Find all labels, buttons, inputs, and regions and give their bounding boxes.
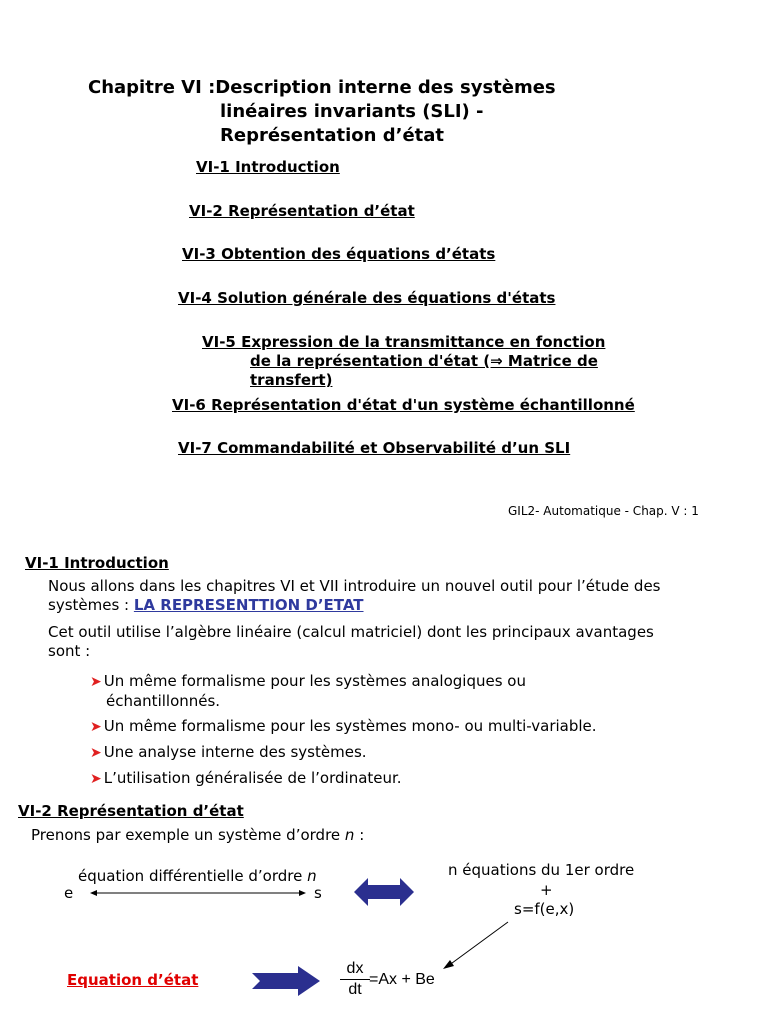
input-e-label: e — [64, 884, 74, 902]
first-order-plus: + — [540, 881, 553, 899]
bullet-item-2 — [90, 717, 597, 737]
tool-paragraph — [48, 623, 654, 661]
pointer-arrow — [440, 920, 512, 972]
arrowhead-bullet-icon: ➤ — [90, 771, 102, 787]
bullet-text-2: Un même formalisme pour les systèmes mono- ou multi-variable. — [103, 717, 597, 735]
bullet-text-1: Un même formalisme pour les systèmes analogiques ou — [103, 672, 526, 690]
bullet-text-1-cont: échantillonnés. — [106, 692, 221, 710]
arrowhead-bullet-icon: ➤ — [90, 745, 102, 761]
toc-item-5-line-2: de la représentation d'état (⇒ Matrice de — [250, 352, 598, 370]
intro-line-2 — [48, 596, 661, 615]
chapter-title — [88, 76, 556, 148]
toc-item-5-line-1: VI-5 Expression de la transmittance en fonction — [202, 333, 606, 351]
fraction-bar — [340, 979, 370, 980]
tool-line-1: Cet outil utilise l’algèbre linéaire (calcul matriciel) dont les principaux avantages — [48, 623, 654, 641]
example-suffix: : — [354, 826, 365, 844]
toc-item-7[interactable]: VI-7 Commandabilité et Observabilité d’un SLI — [178, 439, 571, 457]
example-var: n — [344, 826, 355, 844]
state-equation-label: Equation d’état — [67, 971, 199, 989]
fraction-denominator: dt — [348, 981, 362, 998]
double-headed-line-arrow — [90, 886, 306, 900]
bullet-item-1 — [90, 672, 526, 711]
toc-item-2[interactable]: VI-2 Représentation d’état — [189, 202, 415, 220]
fraction-numerator: dx — [346, 960, 364, 977]
bullet-item-3 — [90, 743, 367, 763]
arrowhead-bullet-icon: ➤ — [90, 674, 102, 690]
section-heading-state-representation: VI-2 Représentation d’état — [18, 802, 244, 820]
toc-item-5[interactable] — [202, 333, 605, 390]
tool-line-2: sont : — [48, 642, 91, 660]
diff-eq-label — [78, 867, 317, 885]
slide-footer: GIL2- Automatique - Chap. V : 1 — [508, 504, 699, 518]
example-line — [31, 826, 364, 845]
intro-line-1: Nous allons dans les chapitres VI et VII introduire un nouvel outil pour l’étude des — [48, 577, 661, 595]
first-order-label-line-3: s=f(e,x) — [514, 900, 575, 918]
title-line-2: linéaires invariants (SLI) - — [220, 101, 484, 122]
title-line-3: Représentation d’état — [220, 125, 445, 146]
first-order-label-line-1: n équations du 1er ordre — [448, 861, 635, 879]
bullet-text-4: L’utilisation généralisée de l’ordinateur. — [103, 769, 402, 787]
bullet-text-3: Une analyse interne des systèmes. — [103, 743, 367, 761]
toc-item-1[interactable]: VI-1 Introduction — [196, 158, 340, 176]
toc-item-5-line-3: transfert) — [250, 371, 333, 389]
toc-item-4[interactable]: VI-4 Solution générale des équations d'états — [178, 289, 556, 307]
section-heading-introduction: VI-1 Introduction — [25, 554, 169, 572]
output-s-label: s — [314, 884, 322, 902]
arrowhead-bullet-icon: ➤ — [90, 719, 102, 735]
equation-rhs: =Ax + Be — [369, 971, 435, 988]
toc-item-6[interactable]: VI-6 Représentation d'état d'un système échantillonné — [172, 396, 635, 414]
fraction — [340, 960, 370, 999]
bullet-item-4 — [90, 769, 402, 789]
diff-eq-text: équation différentielle d’ordre — [78, 867, 308, 885]
intro-paragraph — [48, 577, 661, 615]
intro-line-2-prefix: systèmes : — [48, 596, 134, 614]
equivalence-double-arrow-icon — [354, 878, 414, 906]
diff-eq-var: n — [307, 867, 317, 885]
title-line-1: Chapitre VI :Description interne des systèmes — [88, 77, 556, 98]
state-equation-arrow-icon — [252, 966, 322, 996]
state-representation-link[interactable]: LA REPRESENTTION D’ETAT — [133, 596, 364, 614]
toc-item-3[interactable]: VI-3 Obtention des équations d’états — [182, 245, 496, 263]
example-prefix: Prenons par exemple un système d’ordre — [31, 826, 345, 844]
